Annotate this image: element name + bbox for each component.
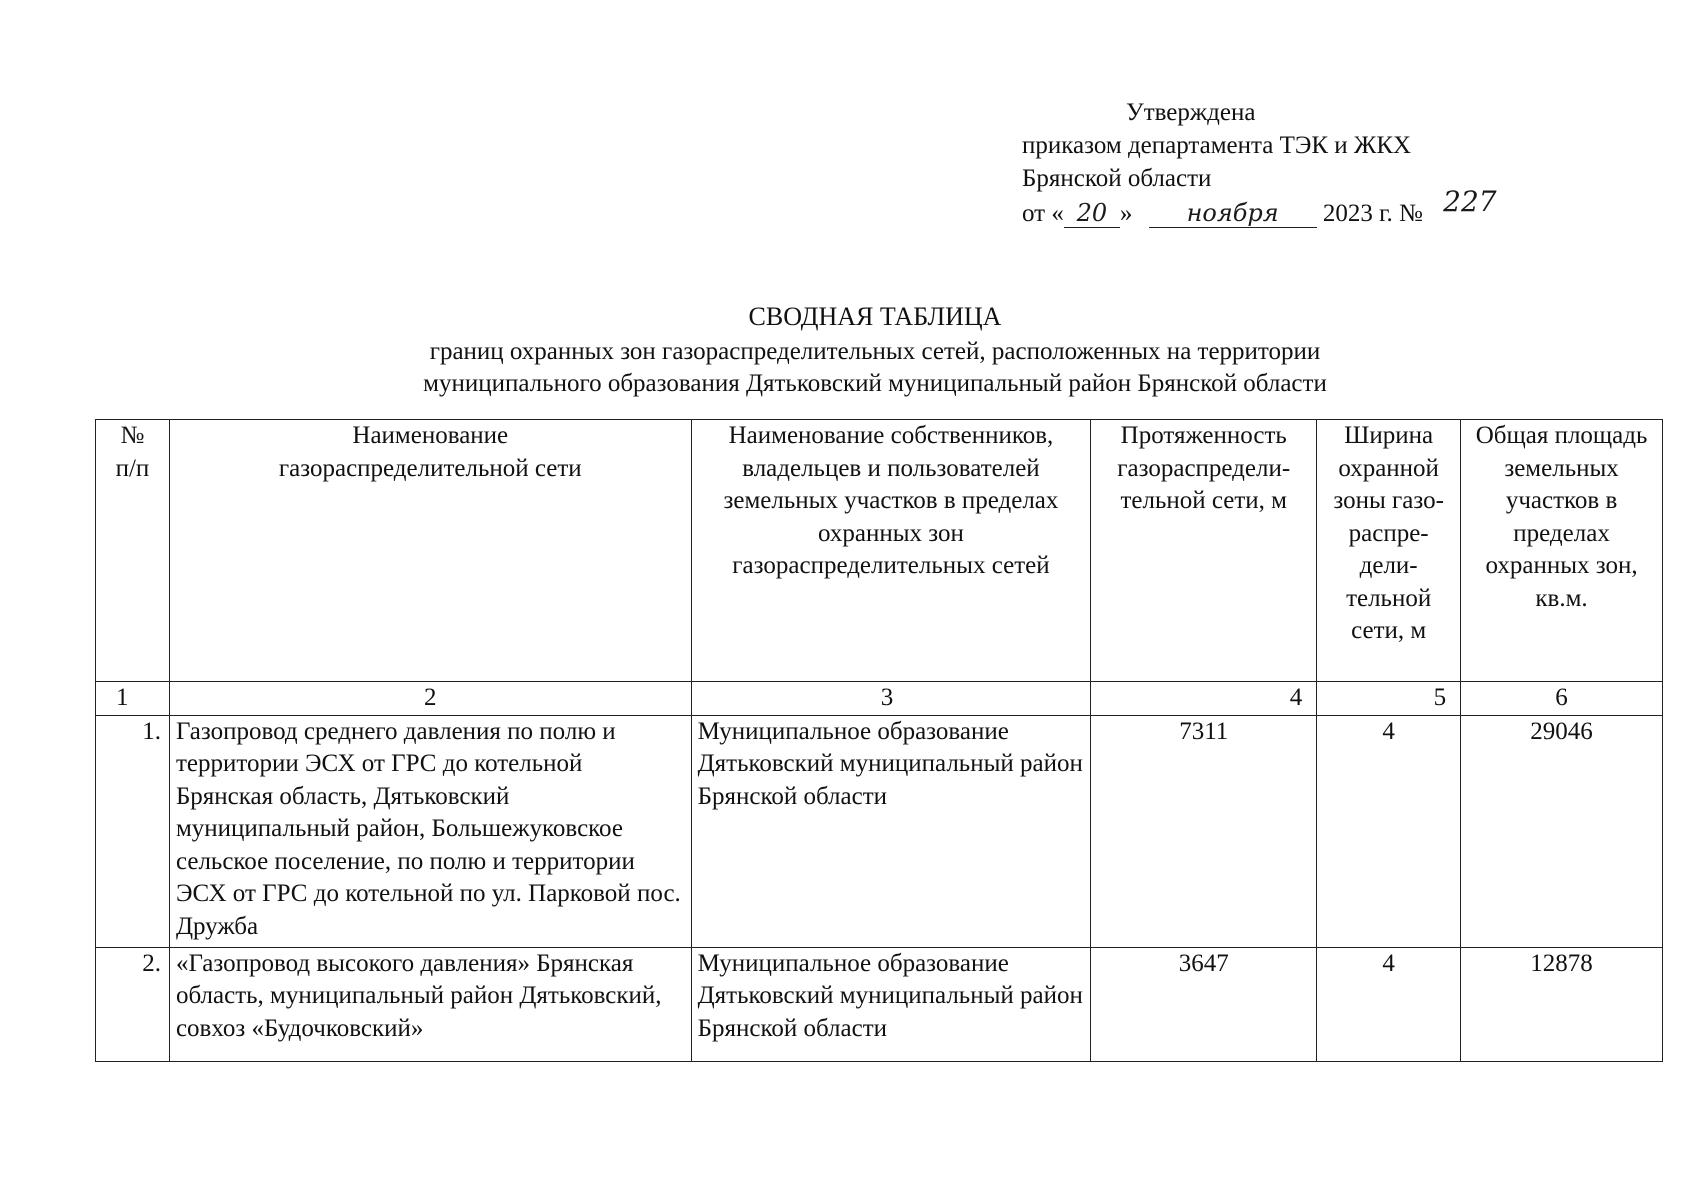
table-header-row (96, 420, 1663, 682)
column-number: 4 (1091, 682, 1317, 716)
column-number: 5 (1317, 682, 1461, 716)
document-subtitle-1: границ охранных зон газораспределительных сетей, расположенных на территории (429, 338, 1321, 365)
document-subtitle-2: муниципального образования Дятьковский муниципальный район Брянской области (423, 370, 1327, 397)
network-length: 7311 (1091, 715, 1317, 947)
column-number: 3 (691, 682, 1091, 716)
zone-width: 4 (1317, 947, 1461, 1061)
table-row (96, 715, 1663, 947)
owners: Муниципальное образование Дятьковский муниципальный район Брянской области (691, 947, 1091, 1061)
column-number: 1 (96, 682, 170, 716)
network-name: «Газопровод высокого давления» Брянская область, муниципальный район Дятьковский, совхоз «Будочковский» (169, 947, 691, 1061)
column-number: 2 (169, 682, 691, 716)
column-number: 6 (1461, 682, 1663, 716)
handwritten-month: ноября (1149, 201, 1317, 228)
row-number: 1. (96, 715, 170, 947)
header-num: № п/п (96, 420, 170, 682)
number-sign: № (1399, 200, 1423, 227)
zone-area: 12878 (1461, 947, 1663, 1061)
table-row (96, 947, 1663, 1061)
from-prefix: от « (1022, 200, 1064, 227)
handwritten-day: 20 (1064, 201, 1120, 228)
document-title: СВОДНАЯ ТАБЛИЦА (748, 302, 1002, 331)
network-length: 3647 (1091, 947, 1317, 1061)
summary-table (95, 419, 1663, 1062)
approval-date-line (1022, 185, 1497, 230)
approval-region: Брянской области (1022, 165, 1212, 192)
row-number: 2. (96, 947, 170, 1061)
handwritten-number: 227 (1443, 185, 1497, 218)
approval-approved: Утверждена (1126, 99, 1256, 126)
header-length: Протяженность газораспредели-тельной сети, м (1091, 420, 1317, 682)
quote-close: » (1119, 200, 1133, 227)
zone-area: 29046 (1461, 715, 1663, 947)
header-area: Общая площадь земельных участков в пределах охранных зон, кв.м. (1461, 420, 1663, 682)
header-network-name: Наименование газораспределительной сети (169, 420, 691, 682)
approval-block (1022, 96, 1497, 230)
header-owners: Наименование собственников, владельцев и пользователей земельных участков в пределах охранных зон газораспределительных сетей (691, 420, 1091, 682)
zone-width: 4 (1317, 715, 1461, 947)
header-zone-width: Ширина охранной зоны газо-распре-дели-тельной сети, м (1317, 420, 1461, 682)
year: 2023 г. (1322, 200, 1393, 227)
owners: Муниципальное образование Дятьковский муниципальный район Брянской области (691, 715, 1091, 947)
network-name: Газопровод среднего давления по полю и территории ЭСХ от ГРС до котельной Брянская область, Дятьковский муниципальный район, Большежуковское сельское поселение, по полю и территории ЭСХ от ГРС до котельной по ул. Парковой пос. Дружба (169, 715, 691, 947)
approval-order: приказом департамента ТЭК и ЖКХ (1022, 132, 1412, 159)
column-number-row (96, 682, 1663, 716)
